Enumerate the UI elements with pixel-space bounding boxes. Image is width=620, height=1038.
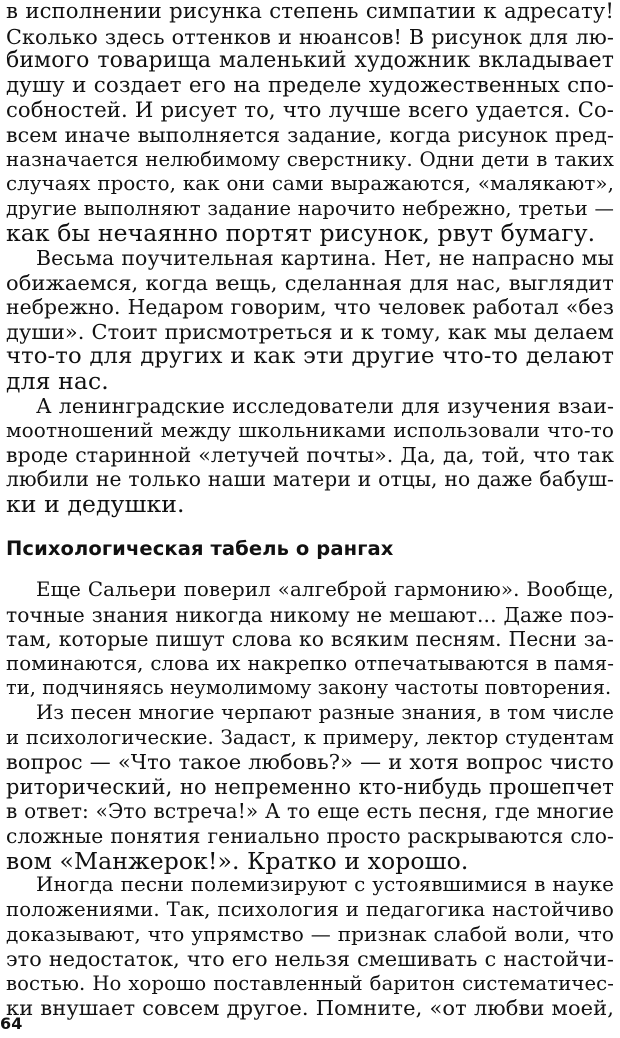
text-line: всем иначе выполняется задание, когда рисунок пред- (6, 122, 614, 147)
text-line: что-то для других и как эти другие что-то делают (6, 343, 614, 370)
text-line: вом «Манжерок!». Кратко и хорошо. (6, 846, 469, 875)
text-line: вроде старинной «летучей почты». Да, да, той, что так (6, 442, 614, 467)
text-line: вопрос — «Что такое любовь?» — и хотя вопрос чисто (6, 750, 614, 775)
text-line: ки внушает совсем другое. Помните, «от любви моей, (6, 996, 614, 1021)
text-line: в исполнении рисунка степень симпатии к адресату! (6, 0, 614, 24)
text-line: сложные понятия гениально просто раскрываются сло- (6, 823, 614, 848)
text-line: Иногда песни полемизируют с устоявшимися в науке (36, 873, 614, 897)
text-line: в ответ: «Это встреча!» А то еще есть песня, где многие (6, 799, 614, 824)
text-line: А ленинградские исследователи для изучения взаи- (36, 393, 614, 418)
text-line: души». Стоит присмотреться и к тому, как мы делаем (6, 319, 614, 344)
text-line: это недостаток, что его нельзя смешивать с настойчи- (6, 946, 614, 971)
text-line: моотношений между школьниками использовали что-то (6, 418, 614, 443)
section-heading: Психологическая табель о рангах (6, 537, 394, 560)
text-line: назначается нелюбимому сверстнику. Одни дети в таких (6, 147, 614, 171)
text-line: ти, подчиняясь неумолимому закону частоты повторения. (6, 676, 612, 700)
text-line: небрежно. Недаром говорим, что человек работал «без (6, 295, 614, 320)
text-line: как бы нечаянно портят рисунок, рвут бумагу. (6, 219, 596, 248)
text-line: собностей. И рисует то, что лучше всего удается. Со- (6, 97, 614, 123)
text-line: Из песен многие черпают разные знания, в том числе (36, 700, 614, 724)
text-line: обижаемся, когда вещь, сделанная для нас, выглядит (6, 270, 614, 295)
text-line: риторический, но непременно кто-нибудь прошепчет (6, 773, 614, 799)
text-line: ки и дедушки. (6, 489, 185, 518)
text-line: бимого товарища маленький художник вкладывает (6, 48, 614, 74)
text-block-bottom (6, 578, 614, 1021)
text-line: другие выполняют задание нарочито небрежно, третьи — (6, 196, 614, 220)
text-line: случаях просто, как они сами выражаются, «малякают», (6, 172, 614, 196)
text-line: точные знания никогда никому не мешают... Даже поэ- (6, 602, 614, 627)
page-number: 64 (0, 1014, 23, 1033)
text-line: душу и создает его на пределе художественных спо- (6, 72, 614, 98)
text-block-top (6, 0, 614, 516)
text-line: там, которые пишут слова ко всяким песням. Песни за- (6, 627, 614, 652)
text-line: любили не только наши матери и отцы, но даже бабуш- (6, 467, 614, 492)
text-line: поминаются, слова их накрепко отпечатываются в памя- (6, 651, 614, 675)
text-line: Весьма поучительная картина. Нет, не напрасно мы (36, 245, 614, 270)
text-line: и психологические. Задаст, к примеру, лектор студентам (6, 725, 614, 749)
text-line: востью. Но хорошо поставленный баритон систематичес- (6, 971, 614, 995)
text-line: Сколько здесь оттенков и нюансов! В рисунок для лю- (6, 24, 614, 49)
text-line: для нас. (6, 366, 109, 395)
text-line: положениями. Так, психология и педагогика настойчиво (6, 897, 614, 921)
text-line: Еще Сальери поверил «алгеброй гармонию». Вообще, (36, 578, 614, 601)
text-line: доказывают, что упрямство — признак слабой воли, что (6, 922, 614, 947)
